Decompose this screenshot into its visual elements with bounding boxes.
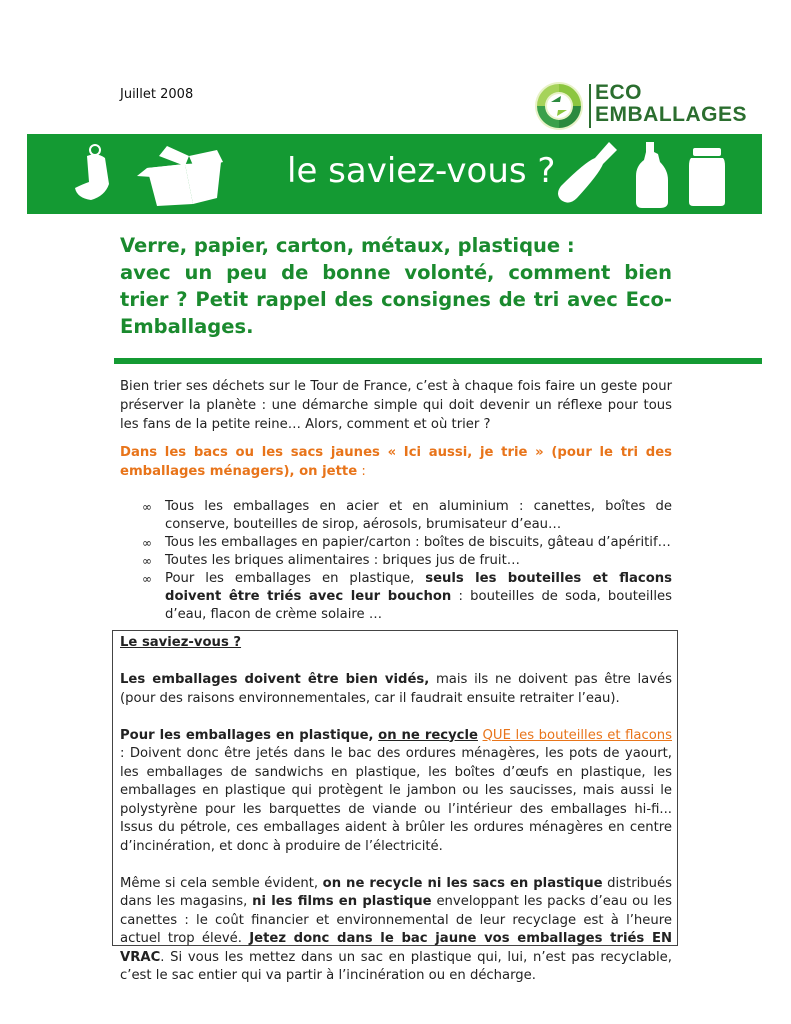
jar-icon [687, 146, 727, 208]
glass-bottle-icon [549, 140, 619, 210]
p1-bold: Les emballages doivent être bien vidés, [120, 672, 430, 687]
document-date: Juillet 2008 [120, 87, 194, 102]
list-item-text: Tous les emballages en acier et en aluminium : canettes, boîtes de conserve, bouteilles de sirop, aérosols, brumisateur d’eau… [165, 499, 672, 532]
p2-underline: on ne recycle [378, 727, 478, 743]
bullet-mark: ∞ [142, 554, 152, 568]
info-paragraph-3 [120, 875, 672, 986]
headline-line-1: Verre, papier, carton, métaux, plastique : [120, 234, 575, 257]
list-item-prefix: Pour les emballages en plastique, [165, 571, 426, 586]
p3-d: ni les films en plastique [252, 894, 432, 909]
p3-a: Même si cela semble évident, [120, 875, 323, 891]
sorting-heading [120, 443, 672, 481]
logo-line-2: EMBALLAGES [595, 103, 747, 126]
bullet-mark: ∞ [142, 572, 152, 586]
info-box-content [120, 634, 672, 1004]
cardboard-box-icon [137, 142, 227, 208]
title-banner [27, 134, 762, 214]
logo-line-1: ECO [595, 81, 643, 104]
list-item [120, 552, 672, 570]
logo-divider [589, 84, 591, 128]
logo-wordmark [595, 82, 747, 126]
recycle-arrows-icon [533, 80, 585, 132]
p2-rest: : Doivent donc être jetés dans le bac des ordures ménagères, les pots de yaourt, les emballages de sandwichs en plastique, les boîtes d’œufs en plastique, les emballages en plastique qui protègent le jambon ou les saucisses, mais aussi le polystyrène pour les barquettes de viande ou l’intérieur des emballages hi-fi... Issus du pétrole, ces emballages aident à brûler les ordures ménagères en centre d’incinération, et donc à produire de l’électricité. [120, 746, 672, 854]
can-icon [69, 144, 117, 206]
bullet-mark: ∞ [142, 536, 152, 550]
list-item [120, 498, 672, 534]
list-item-suffix: : bouteilles de soda, bouteilles d’eau, flacon de crème solaire … [165, 589, 672, 622]
list-item [120, 534, 672, 552]
headline-line-2: avec un peu de bonne volonté, comment bien trier ? Petit rappel des consignes de tri avec Eco-Emballages. [120, 261, 672, 338]
p3-g: . Si vous les mettez dans un sac en plastique qui, lui, n’est pas recyclable, c’est le sac entier qui va partir à l’incinération ou en décharge. [120, 949, 672, 983]
p3-c: distribués dans les magasins, [120, 875, 672, 909]
info-paragraph-1 [120, 671, 672, 708]
plastic-flask-icon [632, 140, 672, 210]
sorting-heading-suffix: : [357, 464, 366, 479]
banner-title: le saviez-vous ? [287, 151, 556, 191]
info-paragraph-2 [120, 727, 672, 857]
p3-f: Jetez donc dans le bac jaune vos emballages triés EN VRAC [120, 931, 672, 965]
info-box [112, 630, 678, 983]
green-divider [114, 358, 762, 364]
list-item-bold: seuls les bouteilles et flacons doivent être triés avec leur bouchon [165, 571, 672, 604]
list-item-text: Toutes les briques alimentaires : briques jus de fruit… [165, 553, 520, 568]
sorting-list [120, 498, 672, 624]
list-item-text: Tous les emballages en papier/carton : boîtes de biscuits, gâteau d’apéritif… [165, 535, 671, 550]
p2-orange-link: QUE les bouteilles et flacons [482, 727, 673, 743]
p3-e: enveloppant les packs d’eau ou les canettes : le coût financier et environnemental de leur recyclage est à l’heure actuel trop élevé. [120, 894, 672, 946]
info-box-title: Le saviez-vous ? [120, 635, 242, 650]
list-item [120, 570, 672, 624]
bullet-mark: ∞ [142, 500, 152, 514]
p1-rest: mais ils ne doivent pas être lavés (pour des raisons environnementales, car il faudrait ensuite retraiter l’eau). [120, 672, 672, 706]
intro-paragraph: Bien trier ses déchets sur le Tour de France, c’est à chaque fois faire un geste pour préserver la planète : une démarche simple qui doit devenir un réflexe pour tous les fans de la petite reine… Alors, comment et où trier ? [120, 379, 672, 432]
p3-b: on ne recycle ni les sacs en plastique [322, 875, 603, 891]
headline [120, 232, 672, 340]
eco-emballages-logo [533, 80, 747, 132]
sorting-heading-text: Dans les bacs ou les sacs jaunes « Ici aussi, je trie » (pour le tri des emballages ménagers), on jette [120, 445, 672, 479]
p2-bold: Pour les emballages en plastique, [120, 727, 374, 743]
